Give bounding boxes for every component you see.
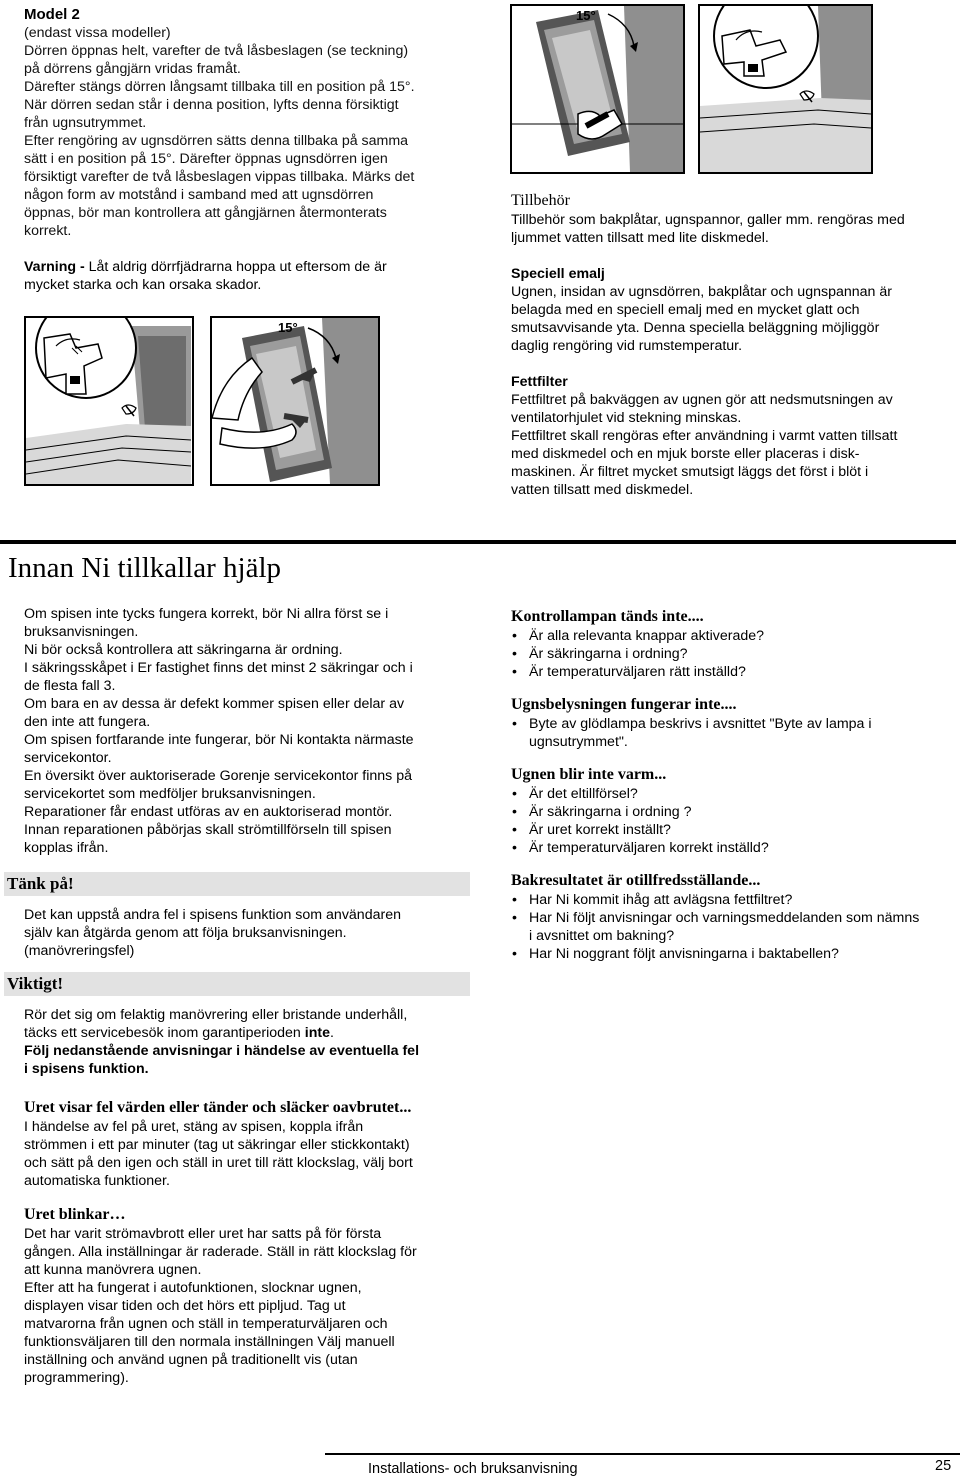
text-line: Det kan uppstå andra fel i spisens funktion som användaren <box>24 907 401 923</box>
kontrollampan-title: Kontrollampan tänds inte.... <box>511 608 704 625</box>
ugnen-list <box>511 785 931 857</box>
kontrollampan-list <box>511 627 931 681</box>
hinge-closeup-figure <box>698 4 873 174</box>
text-line: korrekt. <box>24 223 72 239</box>
text-line: Följ nedanstående anvisningar i händelse av eventuella fel <box>24 1043 420 1059</box>
text-line: de flesta fall 3. <box>24 678 116 694</box>
text-line: själv kan åtgärda genom att följa bruksanvisningen. <box>24 925 347 941</box>
text-line: belagda med en speciell emalj med en mycket glatt och <box>511 302 860 318</box>
text-line: försiktigt varefter de två låsbeslagen vippas tillbaka. Märks det <box>24 169 415 185</box>
text-line: Innan reparationen påbörjas skall strömtillförseln till spisen <box>24 822 392 838</box>
bakresultatet-list <box>511 891 921 963</box>
list-item: • Är det eltillförsel? <box>511 785 931 803</box>
list-item: • Är säkringarna i ordning? <box>511 645 931 663</box>
text-line: servicekontor. <box>24 750 112 766</box>
section-title: Innan Ni tillkallar hjälp <box>8 552 282 584</box>
list-item: • Är temperaturväljaren rätt inställd? <box>511 663 931 681</box>
text-line: att kunna manövrera ugnen. <box>24 1262 202 1278</box>
ugnen-title: Ugnen blir inte varm... <box>511 766 667 783</box>
warning-text <box>24 258 474 294</box>
tank-heading: Tänk på! <box>4 872 470 896</box>
text-line: I säkringsskåpet i Er fastighet finns det minst 2 säkringar och i <box>24 660 413 676</box>
uret-blinkar-title: Uret blinkar… <box>24 1206 126 1223</box>
ugnsbelysningen-list <box>511 715 921 751</box>
text-line: med diskmedel och en mjuk borste eller placeras i disk- <box>511 446 860 462</box>
text-line: Ni bör också kontrollera att säkringarna är ordning. <box>24 642 343 658</box>
hinge-detail-figure <box>24 316 194 486</box>
text-line: När dörren sedan står i denna position, lyfts denna försiktigt <box>24 97 399 113</box>
uret-visar-section <box>24 1098 474 1190</box>
text-line: matvarorna från ugnen och ställ in temperaturväljaren och <box>24 1316 388 1332</box>
text-line: gången. Alla inställningar är raderade. Ställ in rätt klockslag för <box>24 1244 417 1260</box>
angle-label: 15° <box>576 8 596 23</box>
door-open-figure <box>510 4 685 174</box>
text-line: Tillbehör som bakplåtar, ugnspannor, galler mm. rengöras med <box>511 212 905 228</box>
footer-rule <box>325 1453 960 1455</box>
model2-section <box>24 6 474 294</box>
text-line: mycket starka och kan orsaka skador. <box>24 277 262 293</box>
ugnsbelysningen-title: Ugnsbelysningen fungerar inte.... <box>511 696 737 713</box>
text-line: inställning och använd ugnen på traditionellt vis (utan <box>24 1352 358 1368</box>
uret-visar-title: Uret visar fel värden eller tänder och släcker oavbrutet... <box>24 1099 412 1116</box>
text-line: från ugnsutrymmet. <box>24 115 147 131</box>
text-line: En översikt över auktoriserade Gorenje servicekontor finns på <box>24 768 412 784</box>
text-line: den inte att fungera. <box>24 714 151 730</box>
text-line: Efter att ha fungerat i autofunktionen, slocknar ugnen, <box>24 1280 362 1296</box>
text-line: funktionsväljaren till den normala inställningen Välj manuell <box>24 1334 395 1350</box>
text-line: strömmen i ett par minuter (tag ut säkringar eller stickkontakt) <box>24 1137 410 1153</box>
text-line: Därefter stängs dörren långsamt tillbaka till en position på 15°. <box>24 79 415 95</box>
text-line: öppnas, bör man kontrollera att gångjärnen återmonterats <box>24 205 387 221</box>
model2-title: Model 2 <box>24 6 80 23</box>
text-line: displayen visar tiden och det hörs ett pipljud. Tag ut <box>24 1298 346 1314</box>
text-line: smutsavvisande yta. Denna speciella beläggning möjliggör <box>511 320 880 336</box>
text-line: Dörren öppnas helt, varefter de två låsbeslagen (se teckning) <box>24 43 409 59</box>
list-item: • Är alla relevanta knappar aktiverade? <box>511 627 931 645</box>
list-item: • Har Ni följt anvisningar och varningsmeddelanden som nämns i avsnittet om bakning? <box>511 909 921 945</box>
list-item: • Byte av glödlampa beskrivs i avsnittet "Byte av lampa i ugnsutrymmet". <box>511 715 921 751</box>
text-line: Efter rengöring av ugnsdörren sätts denna tillbaka på samma <box>24 133 409 149</box>
text-line: Fettfiltret på bakväggen av ugnen gör att nedsmutsningen av <box>511 392 893 408</box>
text-line: i spisens funktion. <box>24 1061 149 1077</box>
help-intro <box>24 605 474 857</box>
right-top-text <box>511 191 951 499</box>
section-rule <box>0 540 956 544</box>
list-item: • Har Ni kommit ihåg att avlägsna fettfiltret? <box>511 891 921 909</box>
text-line: ventilatorhjulet vid stekning minskas. <box>511 410 742 426</box>
angle-label: 15° <box>278 320 298 335</box>
text-line: Det har varit strömavbrott eller uret har satts på för första <box>24 1226 382 1242</box>
text-line: vatten tillsatt med diskmedel. <box>511 482 694 498</box>
text-line: Om spisen inte tycks fungera korrekt, bör Ni allra först se i <box>24 606 389 622</box>
list-item: • Är uret korrekt inställt? <box>511 821 931 839</box>
tank-body <box>24 906 474 960</box>
text-line: programmering). <box>24 1370 129 1386</box>
text-line: Rör det sig om felaktig manövrering eller bristande underhåll, <box>24 1007 408 1023</box>
text-line: någon form av motstånd i samband med att ugnsdörren <box>24 187 374 203</box>
text-line: sätt i en position på 15°. Därefter öppnas ugnsdörren igen <box>24 151 388 167</box>
text-line: Om bara en av dessa är defekt kommer spisen eller delar av <box>24 696 405 712</box>
text-line: Om spisen fortfarande inte fungerar, bör Ni kontakta närmaste <box>24 732 414 748</box>
bakresultatet-title: Bakresultatet är otillfredsställande... <box>511 872 761 889</box>
checklists <box>511 607 931 963</box>
text-line: på dörrens gångjärn vridas framåt. <box>24 61 241 77</box>
speciell-title: Speciell emalj <box>511 266 605 282</box>
text-line: Varning - Låt aldrig dörrfjädrarna hoppa ut eftersom de är <box>24 259 387 275</box>
text-line: bruksanvisningen. <box>24 624 139 640</box>
list-item: • Är temperaturväljaren korrekt inställd? <box>511 839 931 857</box>
text-line: Fettfiltret skall rengöras efter användning i varmt vatten tillsatt <box>511 428 898 444</box>
list-item: • Har Ni noggrant följt anvisningarna i baktabellen? <box>511 945 921 963</box>
text-line: Ugnen, insidan av ugnsdörren, bakplåtar och ugnspannan är <box>511 284 892 300</box>
tillbehor-title: Tillbehör <box>511 192 570 209</box>
model2-body <box>24 24 474 240</box>
viktigt-body <box>24 1006 474 1078</box>
door-lift-figure <box>210 316 380 486</box>
text-line: ljummet vatten tillsatt med lite diskmedel. <box>511 230 769 246</box>
text-line: daglig rengöring vid rumstemperatur. <box>511 338 743 354</box>
footer-text: Installations- och bruksanvisning <box>368 1461 578 1477</box>
fettfilter-title: Fettfilter <box>511 374 568 390</box>
text-line: servicekortet som medföljer bruksanvisningen. <box>24 786 316 802</box>
text-line: maskinen. Är filtret mycket smutsigt läggs det först i blöt i <box>511 464 869 480</box>
text-line: I händelse av fel på uret, stäng av spisen, koppla ifrån <box>24 1119 364 1135</box>
text-line: Reparationer får endast utföras av en auktoriserad montör. <box>24 804 393 820</box>
text-line: kopplas ifrån. <box>24 840 109 856</box>
list-item: • Är säkringarna i ordning ? <box>511 803 931 821</box>
text-line: (endast vissa modeller) <box>24 25 171 41</box>
page-number: 25 <box>935 1458 952 1474</box>
viktigt-heading: Viktigt! <box>4 972 470 996</box>
text-line: (manövreringsfel) <box>24 943 135 959</box>
text-line: och sätt på den igen och ställ in uret till rätt klockslag, välj bort <box>24 1155 413 1171</box>
text-line: täcks ett servicebesök inom garantiperioden inte. <box>24 1025 334 1041</box>
text-line: automatiska funktioner. <box>24 1173 170 1189</box>
uret-blinkar-section <box>24 1205 474 1387</box>
